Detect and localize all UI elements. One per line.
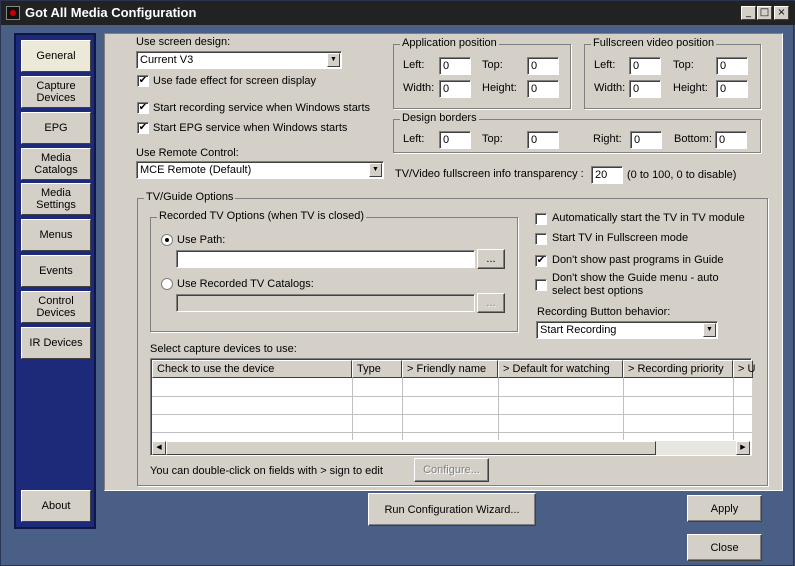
use-catalogs-label: Use Recorded TV Catalogs:	[177, 278, 314, 290]
window-title: Got All Media Configuration	[25, 5, 197, 20]
border-bottom-label: Bottom:	[674, 133, 712, 145]
nav-media-settings[interactable]: Media Settings	[21, 183, 91, 215]
fullscreen-position-title: Fullscreen video position	[593, 37, 715, 49]
design-borders-group	[393, 112, 761, 153]
recorded-tv-group	[150, 210, 518, 332]
transparency-label: TV/Video fullscreen info transparency :	[395, 168, 584, 180]
nav-capture-devices[interactable]: Capture Devices	[21, 76, 91, 108]
remote-value: MCE Remote (Default)	[140, 164, 252, 176]
capture-devices-table[interactable]	[150, 358, 756, 456]
app-height-label: Height:	[482, 82, 517, 94]
tv-guide-title: TV/Guide Options	[146, 191, 234, 203]
row-divider	[152, 432, 752, 433]
fs-width-label: Width:	[594, 82, 626, 94]
tv-guide-group	[137, 191, 768, 486]
past-programs-label: Don't show past programs in Guide	[552, 254, 724, 266]
border-bottom-input[interactable]: 0	[715, 131, 747, 149]
apply-button[interactable]: Apply	[687, 495, 762, 522]
fade-effect-label: Use fade effect for screen display	[153, 75, 317, 87]
recorded-tv-title: Recorded TV Options (when TV is closed)	[159, 210, 365, 222]
column-header-friendly-name[interactable]: > Friendly name	[402, 360, 498, 378]
capture-devices-label: Select capture devices to use:	[150, 343, 297, 355]
close-window-button[interactable]: ×	[774, 6, 789, 20]
nav-media-catalogs[interactable]: Media Catalogs	[21, 148, 91, 180]
remote-label: Use Remote Control:	[136, 147, 239, 159]
auto-start-tv-label: Automatically start the TV in TV module	[552, 212, 745, 224]
recording-button-label: Recording Button behavior:	[537, 306, 671, 318]
fs-left-input[interactable]: 0	[629, 57, 661, 75]
use-path-browse-button[interactable]: ...	[477, 249, 505, 269]
app-width-input[interactable]: 0	[439, 80, 471, 98]
run-wizard-button[interactable]: Run Configuration Wizard...	[368, 493, 536, 526]
app-top-input[interactable]: 0	[527, 57, 559, 75]
app-left-label: Left:	[403, 59, 425, 71]
scrollbar-thumb[interactable]	[166, 441, 656, 455]
start-recording-label: Start recording service when Windows starts	[153, 102, 371, 114]
guide-menu-label-line1: Don't show the Guide menu - auto	[552, 272, 719, 284]
chevron-down-icon[interactable]: ▼	[369, 163, 382, 177]
scroll-left-icon[interactable]: ◀	[152, 441, 166, 455]
nav-about[interactable]: About	[21, 490, 91, 522]
app-position-title: Application position	[402, 37, 497, 49]
fs-height-label: Height:	[673, 82, 708, 94]
close-button[interactable]: Close	[687, 534, 762, 561]
col-divider	[352, 378, 353, 440]
border-left-input[interactable]: 0	[439, 131, 471, 149]
horizontal-scrollbar[interactable]	[152, 441, 750, 455]
column-header-default-watching[interactable]: > Default for watching	[498, 360, 623, 378]
guide-menu-label-line2: select best options	[552, 285, 644, 297]
fs-top-input[interactable]: 0	[716, 57, 748, 75]
use-catalogs-browse-button[interactable]: ...	[477, 293, 505, 313]
app-left-input[interactable]: 0	[439, 57, 471, 75]
start-recording-checkbox[interactable]: ✔	[138, 102, 148, 113]
minimize-button[interactable]: _	[741, 6, 756, 20]
screen-design-select[interactable]	[136, 51, 342, 69]
fullscreen-tv-label: Start TV in Fullscreen mode	[552, 232, 689, 244]
fullscreen-tv-checkbox[interactable]	[535, 233, 547, 245]
app-height-input[interactable]: 0	[527, 80, 559, 98]
recording-button-select[interactable]	[536, 321, 718, 339]
start-epg-label: Start EPG service when Windows starts	[153, 122, 348, 134]
general-panel	[104, 33, 783, 491]
screen-design-label: Use screen design:	[136, 36, 231, 48]
app-icon	[6, 6, 20, 20]
nav-control-devices[interactable]: Control Devices	[21, 291, 91, 323]
nav-general[interactable]: General	[21, 40, 91, 72]
title-bar[interactable]	[1, 1, 795, 25]
sidebar	[14, 33, 96, 529]
col-divider	[498, 378, 499, 440]
use-path-label: Use Path:	[177, 234, 226, 246]
fs-height-input[interactable]: 0	[716, 80, 748, 98]
row-divider	[152, 414, 752, 415]
use-catalogs-radio[interactable]	[161, 278, 173, 290]
past-programs-checkbox[interactable]: ✔	[536, 255, 546, 266]
maximize-button[interactable]: □	[757, 6, 772, 20]
edit-hint: You can double-click on fields with > sign to edit	[150, 465, 383, 477]
column-header-u[interactable]: > U	[733, 360, 753, 378]
design-borders-title: Design borders	[402, 112, 477, 124]
app-top-label: Top:	[482, 59, 503, 71]
col-divider	[733, 378, 734, 440]
transparency-hint: (0 to 100, 0 to disable)	[627, 169, 737, 181]
chevron-down-icon[interactable]: ▼	[703, 323, 716, 337]
col-divider	[623, 378, 624, 440]
use-catalogs-input[interactable]	[176, 294, 475, 312]
fs-top-label: Top:	[673, 59, 694, 71]
auto-start-tv-checkbox[interactable]	[535, 213, 547, 225]
fade-effect-checkbox[interactable]: ✔	[138, 75, 148, 86]
guide-menu-checkbox[interactable]	[535, 279, 547, 291]
border-right-label: Right:	[593, 133, 622, 145]
fullscreen-position-group	[584, 37, 761, 109]
transparency-input[interactable]: 20	[591, 166, 623, 184]
use-path-input[interactable]	[176, 250, 475, 268]
column-header-recording-priority[interactable]: > Recording priority	[623, 360, 733, 378]
nav-epg[interactable]: EPG	[21, 112, 91, 144]
chevron-down-icon[interactable]: ▼	[327, 53, 340, 67]
border-top-input[interactable]: 0	[527, 131, 559, 149]
fs-left-label: Left:	[594, 59, 616, 71]
start-epg-checkbox[interactable]: ✔	[138, 122, 148, 133]
border-right-input[interactable]: 0	[630, 131, 662, 149]
nav-events[interactable]: Events	[21, 255, 91, 287]
scroll-right-icon[interactable]: ▶	[736, 441, 750, 455]
remote-select[interactable]	[136, 161, 384, 179]
column-header-type[interactable]: Type	[352, 360, 402, 378]
fs-width-input[interactable]: 0	[629, 80, 661, 98]
border-left-label: Left:	[403, 133, 425, 145]
app-width-label: Width:	[403, 82, 435, 94]
recording-button-value: Start Recording	[540, 324, 617, 336]
column-header-check[interactable]: Check to use the device	[152, 360, 352, 378]
app-position-group	[393, 37, 571, 109]
nav-ir-devices[interactable]: IR Devices	[21, 327, 91, 359]
configure-button[interactable]: Configure...	[414, 458, 489, 482]
col-divider	[402, 378, 403, 440]
row-divider	[152, 396, 752, 397]
border-top-label: Top:	[482, 133, 503, 145]
use-path-radio[interactable]	[161, 234, 173, 246]
screen-design-value: Current V3	[140, 54, 194, 66]
nav-menus[interactable]: Menus	[21, 219, 91, 251]
